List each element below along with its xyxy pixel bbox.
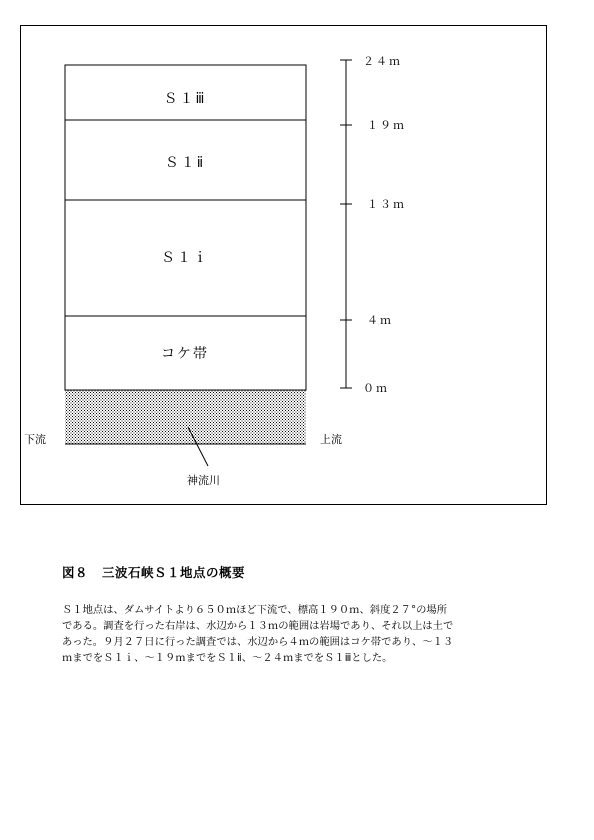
zone-moss-label: コケ帯 — [161, 346, 209, 362]
zone-s1iii-label: Ｓ１ⅲ — [163, 91, 207, 107]
description-paragraph — [62, 602, 542, 666]
scale-label-19: １９ｍ — [367, 119, 406, 132]
diagram-frame — [20, 25, 547, 505]
riverbed-area — [65, 390, 306, 444]
scale-label-13: １３ｍ — [367, 198, 406, 211]
description-line: あった。９月２７日に行った調査では、水辺から４ｍの範囲はコケ帯であり、～１３ — [62, 636, 454, 648]
downstream-label: 下流 — [24, 433, 46, 446]
figure-caption — [62, 563, 245, 581]
scale-label-4: ４ｍ — [367, 314, 393, 327]
description-line: ｍまでをＳ１ｉ、～１９ｍまでをＳ１ⅱ、～２４ｍまでをＳ１ⅲとした。 — [62, 652, 393, 664]
zone-s1i-label: Ｓ１ｉ — [161, 250, 209, 266]
upstream-label: 上流 — [320, 433, 342, 446]
scale-label-0: ０ｍ — [363, 382, 389, 395]
zone-s1ii-label: Ｓ１ⅱ — [164, 155, 206, 171]
site-profile-diagram — [21, 26, 548, 506]
figure-number: 図８ — [62, 565, 89, 580]
figure-title: 三波石峡Ｓ１地点の概要 — [102, 565, 246, 580]
scale-label-24: ２４ｍ — [363, 55, 402, 68]
description-line: Ｓ１地点は、ダムサイトより６５０ｍほど下流で、標高１９０ｍ、斜度２７°の場所 — [62, 604, 447, 616]
river-label: 神流川 — [187, 474, 220, 487]
description-line: である。調査を行った右岸は、水辺から１３ｍの範囲は岩場であり、それ以上は土で — [62, 620, 454, 632]
